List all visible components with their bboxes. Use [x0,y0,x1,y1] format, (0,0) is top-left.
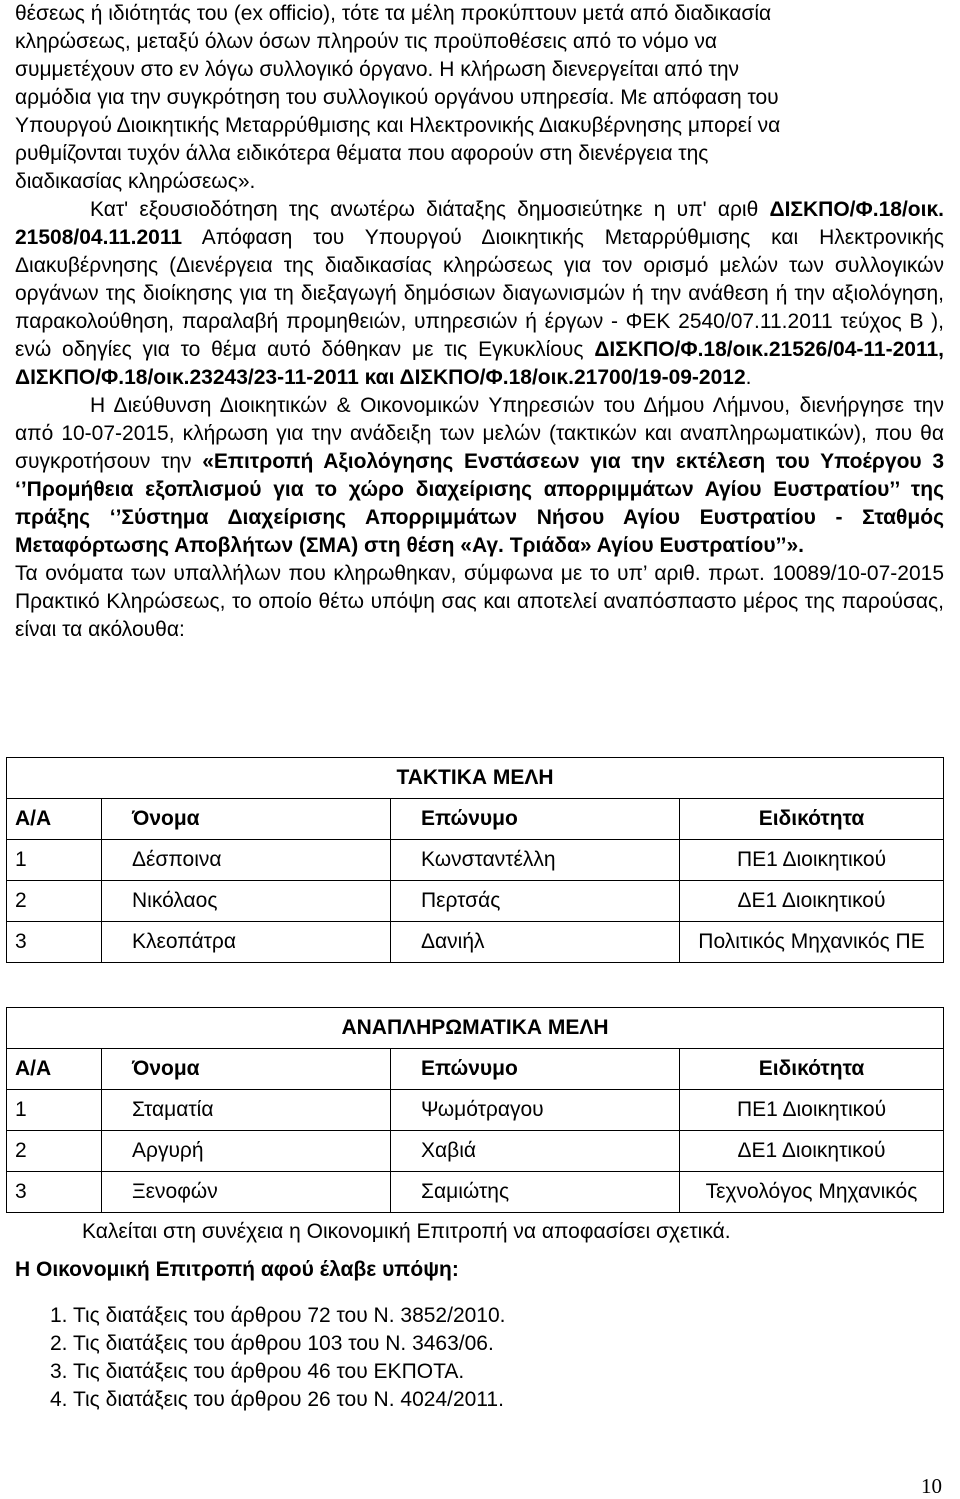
text-line: κληρώσεως, μεταξύ όλων όσων πληρούν τις προϋποθέσεις από το νόμο να [15,30,717,53]
col-header-name: Όνομα [102,799,391,840]
alternate-members-table [6,1007,944,1213]
col-header-surname: Επώνυμο [391,799,680,840]
table-row [7,1131,944,1172]
document-page [15,0,944,644]
call-to-decide: Καλείται στη συνέχεια η Οικονομική Επιτροπή να αποφασίσει σχετικά. [82,1220,731,1243]
committee-heading: Η Οικονομική Επιτροπή αφού έλαβε υπόψη: [15,1258,459,1281]
text-line: αρμόδια για την συγκρότηση του συλλογικού οργάνου υπηρεσία. Με απόφαση του [15,86,779,109]
table-header-row [7,799,944,840]
list-item: 3. Τις διατάξεις του άρθρου 46 του ΕΚΠΟΤΑ. [50,1360,465,1383]
col-header-specialty: Ειδικότητα [680,799,944,840]
list-item: 4. Τις διατάξεις του άρθρου 26 του Ν. 4024/2011. [50,1388,504,1411]
list-item: 2. Τις διατάξεις του άρθρου 103 του Ν. 3463/06. [50,1332,494,1355]
cell-aa: 2 [7,881,102,922]
col-header-name: Όνομα [102,1049,391,1090]
text-line: συμμετέχουν στο εν λόγω συλλογικό όργανο. Η κλήρωση διενεργείται από την [15,58,740,81]
cell-surname: Σαμιώτης [391,1172,680,1213]
col-header-surname: Επώνυμο [391,1049,680,1090]
table-row [7,1090,944,1131]
table-row [7,1172,944,1213]
cell-surname: Περτσάς [391,881,680,922]
cell-specialty: ΔΕ1 Διοικητικού [680,1131,944,1172]
col-header-aa: Α/Α [7,1049,102,1090]
cell-specialty: ΠΕ1 Διοικητικού [680,840,944,881]
text-line: Υπουργού Διοικητικής Μεταρρύθμισης και Ηλεκτρονικής Διακυβέρνησης μπορεί να [15,114,781,137]
closing-section [15,1218,944,1414]
committee-title: «Επιτροπή Αξιολόγησης Ενστάσεων για την εκτέλεση του Υποέργου 3 ‘’Προμήθεια εξοπλισμού για το χώρο διαχείρισης απορριμμάτων Αγίου Ευστρατίου’’ της πράξης ‘’Σύστημα Διαχείρισης Απορριμμάτων Νήσου Αγίου Ευστρατίου - Σταθμός Μεταφόρτωσης Αποβλήτων (ΣΜΑ) στη θέση «Αγ. Τριάδα» Αγίου Ευστρατίου’’». [15,450,944,557]
paragraph-names: Τα ονόματα των υπαλλήλων που κληρωθηκαν, σύμφωνα με το υπ’ αριθ. πρωτ. 10089/10-07-2015 Πρακτικό Κληρώσεως, το οποίο θέτω υπόψη σας και αποτελεί αναπόσπαστο μέρος της παρούσας, είναι τα ακόλουθα: [15,562,944,641]
cell-aa: 3 [7,1172,102,1213]
col-header-aa: Α/Α [7,799,102,840]
list-item: 1. Τις διατάξεις του άρθρου 72 του Ν. 3852/2010. [50,1304,506,1327]
table-row [7,922,944,963]
cell-aa: 2 [7,1131,102,1172]
text-line: ρυθμίζονται τυχόν άλλα ειδικότερα θέματα που αφορούν στη διενέργεια της [15,142,709,165]
decision-ref: ΔΙΣΚΠΟ/Φ.18/οικ. 21508/04.11.2011 [15,198,944,249]
text-line: διαδικασίας κληρώσεως». [15,170,256,193]
cell-specialty: Πολιτικός Μηχανικός ΠΕ [680,922,944,963]
cell-specialty: Τεχνολόγος Μηχανικός [680,1172,944,1213]
cell-name: Ξενοφών [102,1172,391,1213]
decision-intro: Κατ' εξουσιοδότηση της ανωτέρω διάταξης δημοσιεύτηκε η υπ' αριθ [90,198,759,221]
table-title: ΤΑΚΤΙΚΑ ΜΕΛΗ [7,758,944,799]
cell-surname: Χαβιά [391,1131,680,1172]
cell-aa: 1 [7,1090,102,1131]
cell-aa: 1 [7,840,102,881]
text-line: θέσεως ή ιδιότητάς του (ex officio), τότε τα μέλη προκύπτουν μετά από διαδικασία [15,2,772,25]
table-row [7,840,944,881]
cell-surname: Δανιήλ [391,922,680,963]
cell-name: Αργυρή [102,1131,391,1172]
table-header-row [7,1049,944,1090]
regular-members-table [6,757,944,963]
circulars-ref: ΔΙΣΚΠΟ/Φ.18/οικ.21526/04-11-2011, ΔΙΣΚΠΟ/Φ.18/οικ.23243/23-11-2011 και ΔΙΣΚΠΟ/Φ.18/οικ.21700/19-09-2012 [15,338,944,389]
lottery-intro: Η Διεύθυνση Διοικητικών & Οικονομικών Υπηρεσιών του Δήμου Λήμνου, διενήργησε την από 10-07-2015, κλήρωση για την ανάδειξη των μελών (τακτικών και αναπληρωματικών), που θα συγκροτήσουν την [15,394,944,473]
cell-surname: Κωνσταντέλλη [391,840,680,881]
cell-specialty: ΔΕ1 Διοικητικού [680,881,944,922]
col-header-specialty: Ειδικότητα [680,1049,944,1090]
paragraph-law-quote [15,0,944,196]
page-number: 10 [921,1474,942,1498]
table-title: ΑΝΑΠΛΗΡΩΜΑΤΙΚΑ ΜΕΛΗ [7,1008,944,1049]
cell-aa: 3 [7,922,102,963]
paragraph-lottery [15,392,944,560]
paragraph-decision [15,196,944,392]
cell-name: Δέσποινα [102,840,391,881]
decision-end: . [745,366,752,389]
cell-name: Νικόλαος [102,881,391,922]
table-row [7,881,944,922]
cell-specialty: ΠΕ1 Διοικητικού [680,1090,944,1131]
cell-name: Κλεοπάτρα [102,922,391,963]
cell-surname: Ψωμότραγου [391,1090,680,1131]
cell-name: Σταματία [102,1090,391,1131]
decision-body: Απόφαση του Υπουργού Διοικητικής Μεταρρύθμισης και Ηλεκτρονικής Διακυβέρνησης (Διενέργεια της διαδικασίας κληρώσεως για τον ορισμό μελών των συλλογικών οργάνων της διοίκησης για τη διεξαγωγή δημόσιων διαγωνισμών ή την ανάθεση ή την αξιολόγηση, παρακολούθηση, παραλαβή προμηθειών, υπηρεσιών ή έργων - ΦΕΚ 2540/07.11.2011 τεύχος Β ), ενώ οδηγίες για το θέμα αυτό δόθηκαν με τις Εγκυκλίους [15,226,944,361]
considerations-list [15,1302,944,1414]
